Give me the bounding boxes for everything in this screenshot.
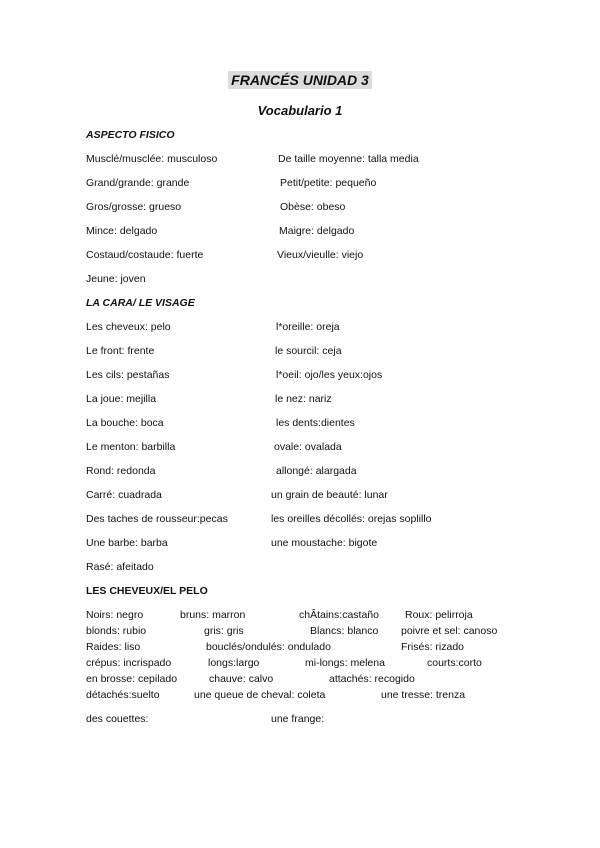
hair-term: courts:corto xyxy=(427,657,482,669)
vocab-item: Mince: delgado xyxy=(86,225,158,237)
hair-term: crépus: incrispado xyxy=(86,657,172,669)
hair-term: Noirs: negro xyxy=(86,609,144,621)
vocab-item: le nez: nariz xyxy=(275,393,332,405)
hair-term: chÂtains:castaño xyxy=(299,609,379,621)
hair-term: Blancs: blanco xyxy=(310,625,379,637)
vocab-item: Grand/grande: grande xyxy=(86,177,190,189)
vocab-item: Les cheveux: pelo xyxy=(86,321,171,333)
vocab-item: Rond: redonda xyxy=(86,465,156,477)
vocab-item: Une barbe: barba xyxy=(86,537,168,549)
hair-term: attachés: recogido xyxy=(329,673,415,685)
vocab-item: Les cils: pestañas xyxy=(86,369,170,381)
vocab-item: Costaud/costaude: fuerte xyxy=(86,249,204,261)
hair-term: Roux: pelirroja xyxy=(405,609,473,621)
vocab-item: l*oreille: oreja xyxy=(276,321,340,333)
section-heading-pelo: LES CHEVEUX/EL PELO xyxy=(86,585,208,597)
hair-term: en brosse: cepilado xyxy=(86,673,178,685)
vocab-item: Jeune: joven xyxy=(86,273,146,285)
hair-term: chauve: calvo xyxy=(209,673,274,685)
vocab-item: De taille moyenne: talla media xyxy=(278,153,419,165)
vocab-item: les dents:dientes xyxy=(276,417,355,429)
vocab-item: Obèse: obeso xyxy=(280,201,346,213)
hair-term: longs:largo xyxy=(208,657,260,669)
vocab-item: Petit/petite: pequeño xyxy=(280,177,377,189)
vocab-item: ovale: ovalada xyxy=(274,441,342,453)
page-subtitle: Vocabulario 1 xyxy=(257,103,343,118)
hair-term: des couettes: xyxy=(86,713,149,725)
hair-term: gris: gris xyxy=(204,625,244,637)
vocab-item: La joue: mejilla xyxy=(86,393,157,405)
vocab-item: Le menton: barbilla xyxy=(86,441,176,453)
vocab-item: Rasé: afeitado xyxy=(86,561,154,573)
hair-term: une tresse: trenza xyxy=(381,689,466,701)
hair-term: bruns: marron xyxy=(180,609,246,621)
vocab-item: Des taches de rousseur:pecas xyxy=(86,513,228,525)
vocab-item: Carré: cuadrada xyxy=(86,489,162,501)
vocab-item: une moustache: bigote xyxy=(271,537,378,549)
vocab-item: l*oeil: ojo/les yeux:ojos xyxy=(276,369,383,381)
vocab-item: Musclé/musclée: musculoso xyxy=(86,153,218,165)
vocab-item: Le front: frente xyxy=(86,345,155,357)
hair-term: bouclés/ondulés: ondulado xyxy=(206,641,331,653)
vocab-item: Maigre: delgado xyxy=(279,225,355,237)
section-heading-cara: LA CARA/ LE VISAGE xyxy=(86,297,195,309)
hair-term: mi-longs: melena xyxy=(305,657,385,669)
vocab-item: un grain de beauté: lunar xyxy=(271,489,388,501)
vocab-item: Vieux/vieulle: viejo xyxy=(277,249,364,261)
hair-term: une queue de cheval: coleta xyxy=(194,689,326,701)
hair-term: une frange: xyxy=(271,713,325,725)
section-heading-aspecto: ASPECTO FISICO xyxy=(86,129,175,141)
hair-term: blonds: rubio xyxy=(86,625,147,637)
vocab-item: le sourcil: ceja xyxy=(275,345,342,357)
vocab-item: les oreilles décollés: orejas soplillo xyxy=(271,513,432,525)
vocab-item: allongé: alargada xyxy=(276,465,357,477)
hair-term: Raides: liso xyxy=(86,641,141,653)
vocab-item: Gros/grosse: grueso xyxy=(86,201,182,213)
hair-term: Frisés: rizado xyxy=(401,641,465,653)
page-title xyxy=(0,72,600,88)
title-text: FRANCÉS UNIDAD 3 xyxy=(228,71,372,89)
vocab-item: La bouche: boca xyxy=(86,417,164,429)
hair-term: poivre et sel: canoso xyxy=(401,625,498,637)
hair-term: détachés:suelto xyxy=(86,689,160,701)
